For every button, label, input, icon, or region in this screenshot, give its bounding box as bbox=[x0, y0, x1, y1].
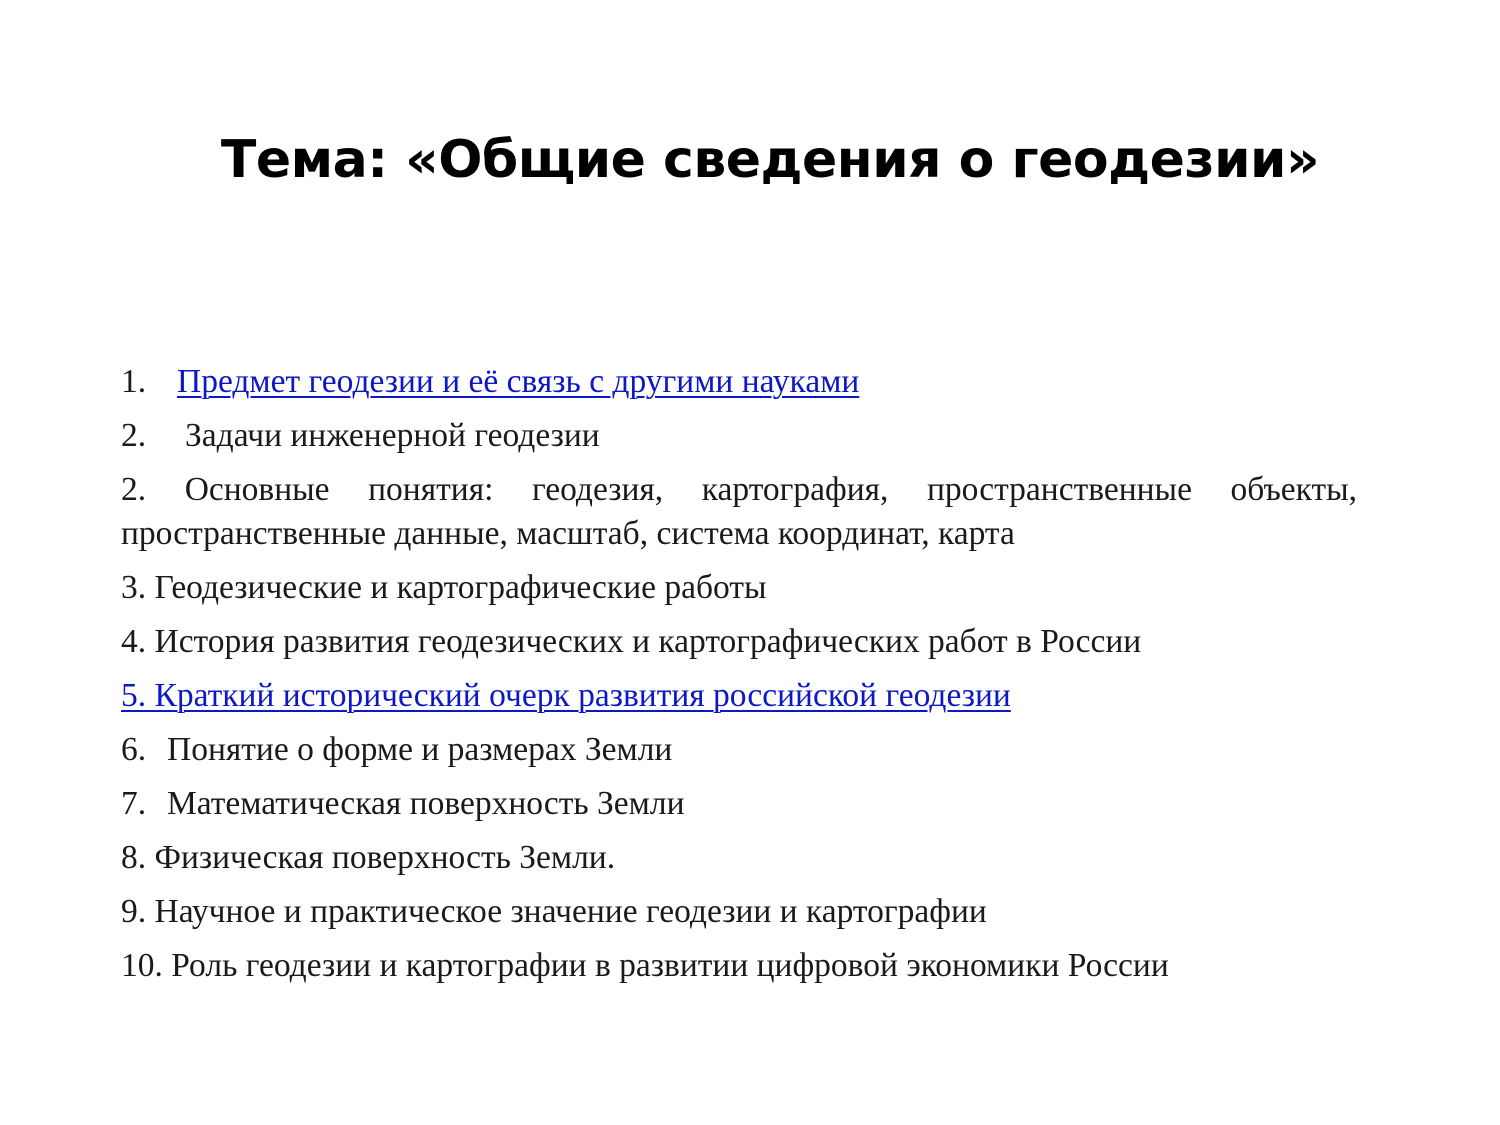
topic-text: Научное и практическое значение геодезии и картографии bbox=[154, 893, 987, 930]
topic-number: 2. bbox=[121, 417, 147, 454]
topic-item-8 bbox=[121, 782, 1357, 826]
topic-item-6 bbox=[121, 674, 1357, 718]
topic-number: 3. bbox=[121, 569, 147, 606]
topic-text: Задачи инженерной геодезии bbox=[185, 417, 600, 454]
topic-item-9 bbox=[121, 836, 1357, 880]
topic-list bbox=[121, 360, 1357, 998]
topic-number: 9. bbox=[121, 893, 147, 930]
topic-item-7 bbox=[121, 728, 1357, 772]
topic-item-11 bbox=[121, 944, 1357, 988]
topic-number: 8. bbox=[121, 839, 147, 876]
topic-text: Понятие о форме и размерах Земли bbox=[167, 731, 673, 768]
topic-text: История развития геодезических и картографических работ в России bbox=[154, 623, 1142, 660]
topic-link-history[interactable] bbox=[121, 677, 1011, 714]
topic-item-10 bbox=[121, 890, 1357, 934]
topic-item-3 bbox=[121, 468, 1357, 556]
topic-number: 5. bbox=[121, 677, 147, 714]
topic-number: 1. bbox=[121, 363, 147, 400]
topic-item-1 bbox=[121, 360, 1357, 404]
topic-number: 7. bbox=[121, 785, 147, 822]
topic-link-subject[interactable]: Предмет геодезии и её связь с другими науками bbox=[177, 363, 860, 400]
topic-text: Геодезические и картографические работы bbox=[154, 569, 767, 606]
topic-number: 6. bbox=[121, 731, 147, 768]
topic-item-5 bbox=[121, 620, 1357, 664]
topic-text: Роль геодезии и картографии в развитии цифровой экономики России bbox=[171, 947, 1169, 984]
topic-item-4 bbox=[121, 566, 1357, 610]
slide-title: Тема: «Общие сведения о геодезии» bbox=[220, 130, 1320, 190]
topic-text: Физическая поверхность Земли. bbox=[154, 839, 616, 876]
topic-number: 10. bbox=[121, 947, 163, 984]
topic-text: Краткий исторический очерк развития российской геодезии bbox=[154, 677, 1011, 714]
topic-item-2 bbox=[121, 414, 1357, 458]
topic-number: 4. bbox=[121, 623, 147, 660]
topic-text: Математическая поверхность Земли bbox=[167, 785, 685, 822]
topic-number: 2. bbox=[121, 471, 147, 508]
topic-text: Основные понятия: геодезия, картография, пространственные объекты, пространственные данные, масштаб, система координат, карта bbox=[121, 471, 1358, 552]
